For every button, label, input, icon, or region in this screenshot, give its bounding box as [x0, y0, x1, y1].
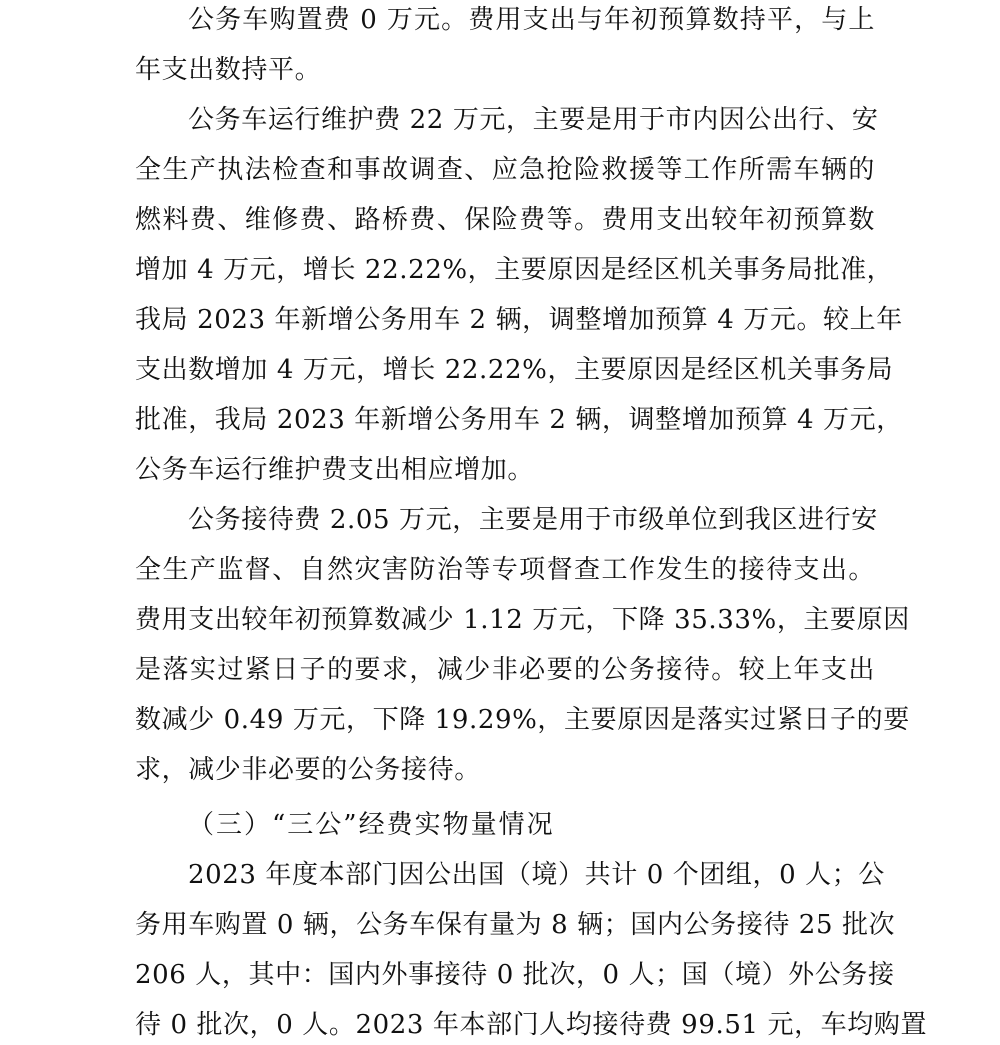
paragraph-line: 数减少 0.49 万元，下降 19.29%，主要原因是落实过紧日子的要: [135, 705, 910, 735]
paragraph-line: 务用车购置 0 辆，公务车保有量为 8 辆；国内公务接待 25 批次: [135, 910, 896, 940]
paragraph-line: 年支出数持平。: [135, 55, 322, 85]
paragraph-line: 公务车运行维护费 22 万元，主要是用于市内因公出行、安: [188, 105, 879, 135]
paragraph-line: 我局 2023 年新增公务用车 2 辆，调整增加预算 4 万元。较上年: [135, 305, 903, 335]
paragraph-line: 批准，我局 2023 年新增公务用车 2 辆，调整增加预算 4 万元，: [135, 405, 903, 435]
paragraph-line: 2023 年度本部门因公出国（境）共计 0 个团组，0 人；公: [188, 860, 885, 890]
paragraph-line: 公务接待费 2.05 万元，主要是用于市级单位到我区进行安: [188, 505, 878, 535]
paragraph-line: 费用支出较年初预算数减少 1.12 万元，下降 35.33%，主要原因: [135, 605, 910, 635]
paragraph-line: 公务车购置费 0 万元。费用支出与年初预算数持平，与上: [188, 5, 875, 35]
paragraph-line: 支出数增加 4 万元，增长 22.22%，主要原因是经区机关事务局: [135, 355, 894, 385]
section-heading: （三）“三公”经费实物量情况: [188, 810, 555, 840]
paragraph-line: 求，减少非必要的公务接待。: [135, 755, 481, 785]
paragraph-line: 公务车运行维护费支出相应增加。: [135, 455, 535, 485]
paragraph-line: 增加 4 万元，增长 22.22%，主要原因是经区机关事务局批准，: [135, 255, 894, 285]
paragraph-line: 206 人，其中：国内外事接待 0 批次，0 人；国（境）外公务接: [135, 960, 895, 990]
paragraph-line: 待 0 批次，0 人。2023 年本部门人均接待费 99.51 元，车均购置: [135, 1010, 928, 1040]
paragraph-line: 全生产监督、自然灾害防治等专项督查工作发生的接待支出。: [135, 555, 875, 585]
paragraph-line: 是落实过紧日子的要求，减少非必要的公务接待。较上年支出: [135, 655, 875, 685]
paragraph-line: 全生产执法检查和事故调查、应急抢险救援等工作所需车辆的: [135, 155, 875, 185]
paragraph-line: 燃料费、维修费、路桥费、保险费等。费用支出较年初预算数: [135, 205, 875, 235]
